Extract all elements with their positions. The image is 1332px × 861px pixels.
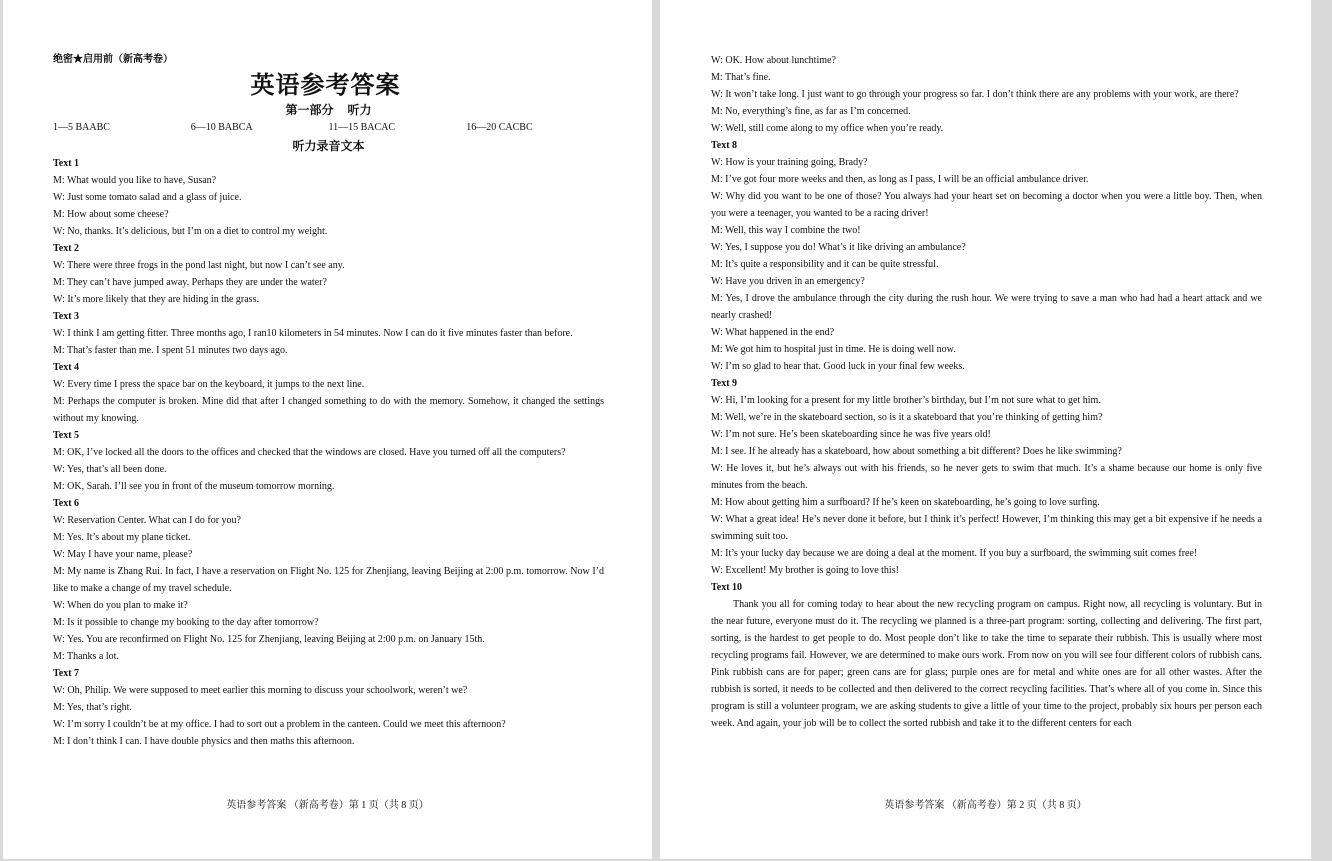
dialogue-line: M: OK, Sarah. I’ll see you in front of the museum tomorrow morning. xyxy=(53,481,335,492)
dialogue-line: W: Just some tomato salad and a glass of juice. xyxy=(53,192,242,203)
part-name: 听力 xyxy=(347,103,372,117)
dialogue-line: W: Yes. You are reconfirmed on Flight No. 125 for Zhenjiang, leaving Beijing at 2:00 p.m. on January 15th. xyxy=(53,634,485,645)
dialogue-line: W: Have you driven in an emergency? xyxy=(711,276,865,287)
section-label: Text 2 xyxy=(53,243,80,254)
dialogue-line: M: Yes, I drove the ambulance through the city during the rush hour. We were trying to save a man who had had a heart attack and we nearly crashed! xyxy=(711,293,1262,321)
secret-label: 绝密★启用前（新高考卷） xyxy=(53,54,173,65)
dialogue-line: M: Yes, that’s right. xyxy=(53,702,132,713)
dialogue-line: W: OK. How about lunchtime? xyxy=(711,55,836,66)
dialogue-line: W: What happened in the end? xyxy=(711,327,835,338)
page-footer: 英语参考答案 （新高考卷）第 2 页（共 8 页） xyxy=(884,800,1087,811)
page-title: 英语参考答案 xyxy=(250,73,401,99)
dialogue-line: M: It’s quite a responsibility and it can be quite stressful. xyxy=(711,259,939,270)
dialogue-line: M: Thanks a lot. xyxy=(53,651,119,662)
answer-key xyxy=(53,119,604,137)
dialogue-line: W: Excellent! My brother is going to love this! xyxy=(711,565,899,576)
answer-group: 16—20 CACBC xyxy=(466,122,533,133)
section-label: Text 5 xyxy=(53,430,80,441)
dialogue-line: M: How about some cheese? xyxy=(53,209,169,220)
section-label: Text 9 xyxy=(711,378,738,389)
part-label: 第一部分 xyxy=(285,103,334,117)
dialogue-line: W: Well, still come along to my office when you’re ready. xyxy=(711,123,944,134)
dialogue-line: M: OK, I’ve locked all the doors to the offices and checked that the windows are closed. Have you turned off all the computers? xyxy=(53,447,566,458)
dialogue-line: W: I’m not sure. He’s been skateboarding since he was five years old! xyxy=(711,429,991,440)
dialogue-line: W: There were three frogs in the pond last night, but now I can’t see any. xyxy=(53,260,345,271)
monologue-paragraph: Thank you all for coming today to hear about the new recycling program on campus. Right now, all recycling is voluntary. But in the near future, everyone must do it. The recycling we planned is a three-part program: sorting, collecting and delivering. The first part, sorting, is the hardest to get people to do. Most people don’t like to take the time to separate their rubbish. This is usually where most recycling programs fail. However, we are determined to make ours work. From now on you will see four different colors of rubbish cans. Pink rubbish cans are for paper; green cans are for glass; purple ones are for metal and white ones are for all other wastes. After the rubbish is sorted, it needs to be collected and then delivered to the correct recycling facilities. That’s where all of you come in. Since this program is still a volunteer program, we are asking students to give a little of your time to the project, probably six hours per person each week. And again, your job will be to collect the sorted rubbish and take it to the different centers for each xyxy=(711,599,1262,729)
section-label: Text 7 xyxy=(53,668,80,679)
dialogue-line: W: Why did you want to be one of those? You always had your heart set on becoming a doctor when you were a little boy. Then, when you were a teenager, you wanted to be a racing driver! xyxy=(711,191,1262,219)
section-label: Text 3 xyxy=(53,311,80,322)
dialogue-line: W: I’m sorry I couldn’t be at my office. I had to sort out a problem in the canteen. Could we meet this afternoon? xyxy=(53,719,506,730)
dialogue-line: W: Every time I press the space bar on the keyboard, it jumps to the next line. xyxy=(53,379,365,390)
dialogue-line: W: May I have your name, please? xyxy=(53,549,193,560)
dialogue-line: M: My name is Zhang Rui. In fact, I have a reservation on Flight No. 125 for Zhenjiang, leaving Beijing at 2:00 p.m. tomorrow. Now I’d like to make a change of my travel schedule. xyxy=(53,566,604,594)
transcript-body xyxy=(53,155,604,750)
dialogue-line: W: I think I am getting fitter. Three months ago, I ran10 kilometers in 54 minutes. Now I can do it five minutes faster than before. xyxy=(53,328,573,339)
answer-group: 11—15 BACAC xyxy=(328,122,396,133)
dialogue-line: M: They can’t have jumped away. Perhaps they are under the water? xyxy=(53,277,327,288)
dialogue-line: W: He loves it, but he’s always out with his friends, so he never gets to swim that much. It’s a shame because our home is only five minutes from the beach. xyxy=(711,463,1262,491)
dialogue-line: W: Yes, that’s all been done. xyxy=(53,464,167,475)
dialogue-line: W: Yes, I suppose you do! What’s it like driving an ambulance? xyxy=(711,242,966,253)
dialogue-line: W: Reservation Center. What can I do for you? xyxy=(53,515,241,526)
dialogue-line: W: Oh, Philip. We were supposed to meet earlier this morning to discuss your schoolwork, weren’t we? xyxy=(53,685,468,696)
section-label: Text 4 xyxy=(53,362,80,373)
dialogue-line: M: Perhaps the computer is broken. Mine did that after I changed something to do with the memory. Somehow, it changed the settings without my knowing. xyxy=(53,396,604,424)
dialogue-line: M: I’ve got four more weeks and then, as long as I pass, I will be an official ambulance driver. xyxy=(711,174,1089,185)
dialogue-line: M: I see. If he already has a skateboard, how about something a bit different? Does he like swimming? xyxy=(711,446,1122,457)
section-label: Text 6 xyxy=(53,498,80,509)
dialogue-line: M: How about getting him a surfboard? If he’s keen on skateboarding, he’s going to love surfing. xyxy=(711,497,1100,508)
dialogue-line: M: We got him to hospital just in time. He is doing well now. xyxy=(711,344,956,355)
dialogue-line: W: I’m so glad to hear that. Good luck in your final few weeks. xyxy=(711,361,965,372)
dialogue-line: M: That’s faster than me. I spent 51 minutes two days ago. xyxy=(53,345,288,356)
answer-group: 1—5 BAABC xyxy=(53,122,110,133)
dialogue-line: M: Well, we’re in the skateboard section, so is it a skateboard that you’re thinking of getting him? xyxy=(711,412,1103,423)
section-label: Text 10 xyxy=(711,582,743,593)
dialogue-line: W: It won’t take long. I just want to go through your progress so far. I don’t think there are any problems with your work, are there? xyxy=(711,89,1239,100)
transcript-body xyxy=(711,52,1262,732)
dialogue-line: W: No, thanks. It’s delicious, but I’m on a diet to control my weight. xyxy=(53,226,328,237)
section-label: Text 8 xyxy=(711,140,738,151)
dialogue-line: M: Yes. It’s about my plane ticket. xyxy=(53,532,191,543)
part-heading xyxy=(53,102,604,119)
dialogue-line: W: It’s more likely that they are hiding in the grass. xyxy=(53,294,259,305)
dialogue-line: M: It’s your lucky day because we are doing a deal at the moment. If you buy a surfboard, the swimming suit comes free! xyxy=(711,548,1198,559)
dialogue-line: W: When do you plan to make it? xyxy=(53,600,188,611)
dialogue-line: M: Is it possible to change my booking to the day after tomorrow? xyxy=(53,617,319,628)
page-footer: 英语参考答案 （新高考卷）第 1 页（共 8 页） xyxy=(226,800,429,811)
dialogue-line: M: That’s fine. xyxy=(711,72,771,83)
section-label: Text 1 xyxy=(53,158,80,169)
document-page-1 xyxy=(3,0,652,859)
dialogue-line: M: What would you like to have, Susan? xyxy=(53,175,217,186)
dialogue-line: M: I don’t think I can. I have double physics and then maths this afternoon. xyxy=(53,736,355,747)
dialogue-line: M: No, everything’s fine, as far as I’m concerned. xyxy=(711,106,911,117)
dialogue-line: M: Well, this way I combine the two! xyxy=(711,225,861,236)
dialogue-line: W: Hi, I’m looking for a present for my little brother’s birthday, but I’m not sure what to get him. xyxy=(711,395,1101,406)
document-page-2 xyxy=(660,0,1311,859)
dialogue-line: W: How is your training going, Brady? xyxy=(711,157,868,168)
transcript-title: 听力录音文本 xyxy=(292,139,365,153)
answer-group: 6—10 BABCA xyxy=(190,122,253,133)
dialogue-line: W: What a great idea! He’s never done it before, but I think it’s perfect! However, I’m thinking this may get a bit expensive if he needs a swimming suit too. xyxy=(711,514,1262,542)
